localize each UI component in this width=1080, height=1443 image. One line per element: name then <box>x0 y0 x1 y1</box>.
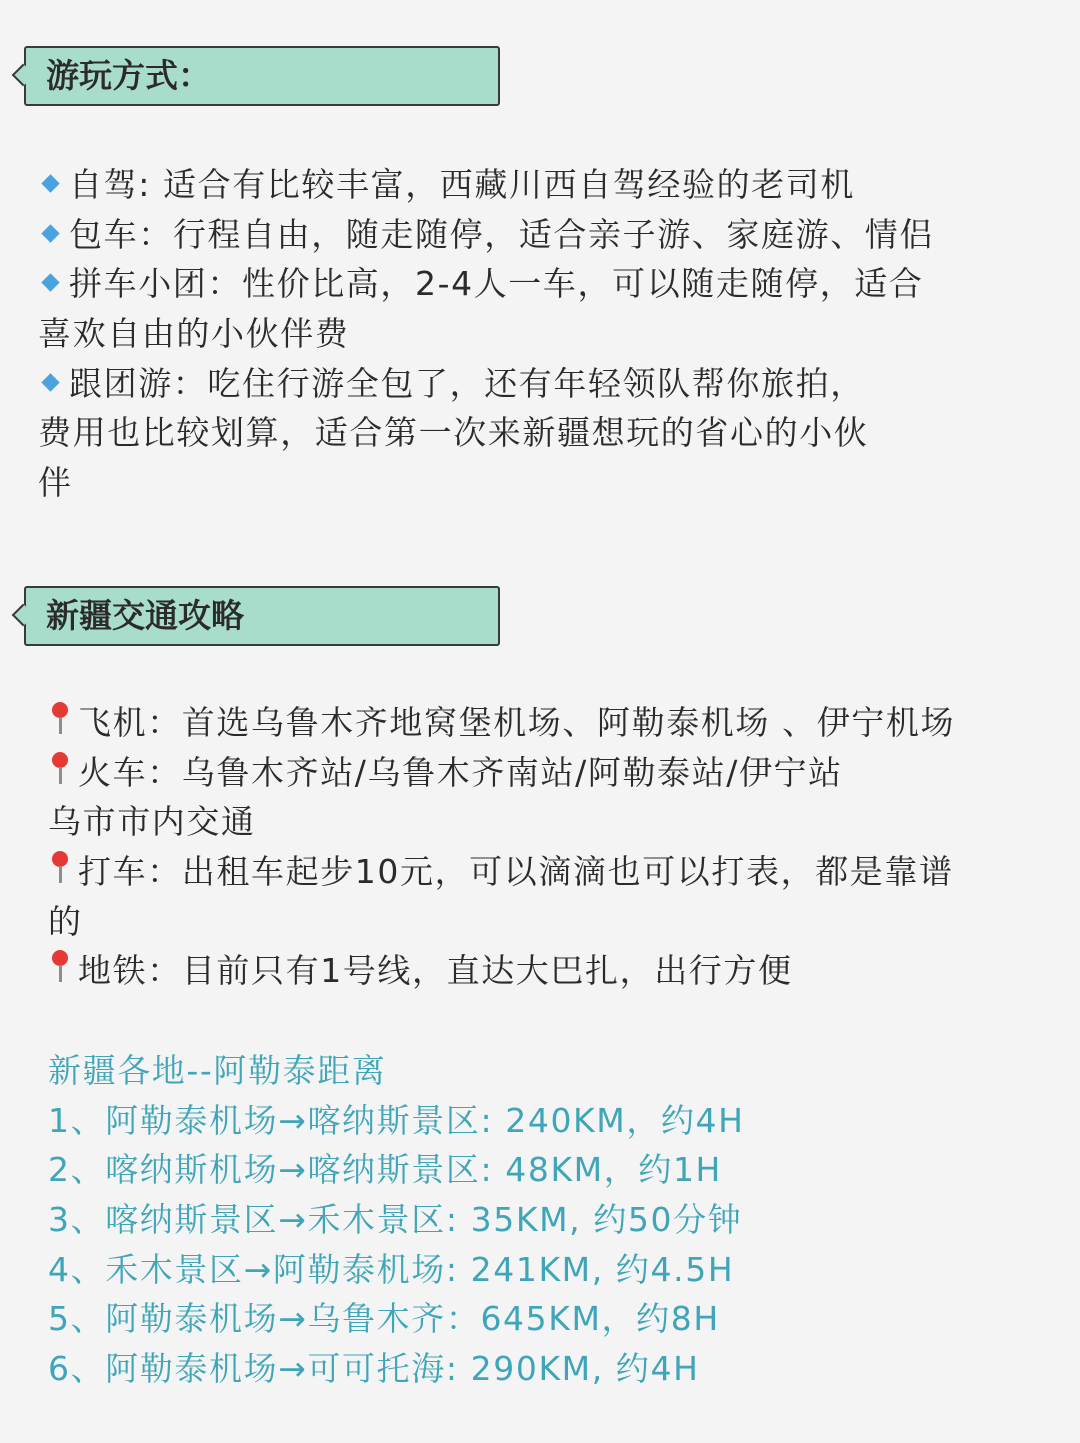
round-pushpin-icon <box>48 851 72 887</box>
transport-text: 火车：乌鲁木齐站/乌鲁木齐南站/阿勒泰站/伊宁站 <box>78 752 843 792</box>
list-item <box>38 259 934 309</box>
section-header-play-modes <box>24 46 500 106</box>
list-item <box>38 359 934 409</box>
diamond-bullet-icon <box>41 274 59 292</box>
transport-list <box>48 698 955 996</box>
item-text: 行程自由，随走随停，适合亲子游、家庭游、情侣 <box>172 214 935 254</box>
list-item <box>38 210 934 260</box>
list-item-continuation: 喜欢自由的小伙伴费 <box>38 314 350 354</box>
diamond-bullet-icon <box>41 373 59 391</box>
play-modes-list <box>38 160 934 508</box>
distance-item: 4、禾木景区→阿勒泰机场: 241KM, 约4.5H <box>48 1249 735 1289</box>
section-header-transport <box>24 586 500 646</box>
transport-text: 打车：出租车起步10元，可以滴滴也可以打表，都是靠谱 <box>78 852 954 892</box>
list-item-continuation: 伴 <box>38 463 73 503</box>
transport-item-plane <box>48 698 955 748</box>
item-label: 包车： <box>69 214 173 254</box>
distance-item: 1、阿勒泰机场→喀纳斯景区: 240KM，约4H <box>48 1100 745 1140</box>
transport-text: 飞机：首选乌鲁木齐地窝堡机场、阿勒泰机场 、伊宁机场 <box>78 703 956 742</box>
round-pushpin-icon <box>48 702 72 738</box>
item-text: 吃住行游全包了，还有年轻领队帮你旅拍， <box>207 363 865 403</box>
distance-item: 3、喀纳斯景区→禾木景区: 35KM, 约50分钟 <box>48 1200 743 1240</box>
distance-item: 5、阿勒泰机场→乌鲁木齐：645KM，约8H <box>48 1299 720 1339</box>
list-item <box>38 160 934 210</box>
round-pushpin-icon <box>48 950 72 986</box>
transport-item-continuation: 的 <box>48 901 83 941</box>
section-title: 游玩方式： <box>46 56 211 95</box>
diamond-bullet-icon <box>41 174 59 192</box>
item-text: 性价比高，2-4人一车，可以随走随停，适合 <box>242 264 924 304</box>
distance-title: 新疆各地--阿勒泰距离 <box>48 1051 387 1090</box>
diamond-bullet-icon <box>41 224 59 242</box>
item-label: 跟团游： <box>69 363 208 403</box>
transport-item-taxi <box>48 847 955 897</box>
item-label: 拼车小团： <box>69 264 242 304</box>
section-title: 新疆交通攻略 <box>46 596 244 635</box>
transport-item-train <box>48 748 955 798</box>
transport-item-metro <box>48 946 955 996</box>
item-label: 自驾: <box>69 165 151 204</box>
distance-list <box>48 1046 745 1394</box>
list-item-continuation: 费用也比较划算，适合第一次来新疆想玩的省心的小伙 <box>38 413 869 453</box>
transport-subheading: 乌市市内交通 <box>48 802 256 842</box>
transport-text: 地铁：目前只有1号线，直达大巴扎，出行方便 <box>78 951 793 991</box>
round-pushpin-icon <box>48 752 72 788</box>
distance-item: 2、喀纳斯机场→喀纳斯景区: 48KM，约1H <box>48 1150 722 1190</box>
distance-item: 6、阿勒泰机场→可可托海: 290KM, 约4H <box>48 1349 700 1389</box>
item-text: 适合有比较丰富，西藏川西自驾经验的老司机 <box>150 165 856 204</box>
